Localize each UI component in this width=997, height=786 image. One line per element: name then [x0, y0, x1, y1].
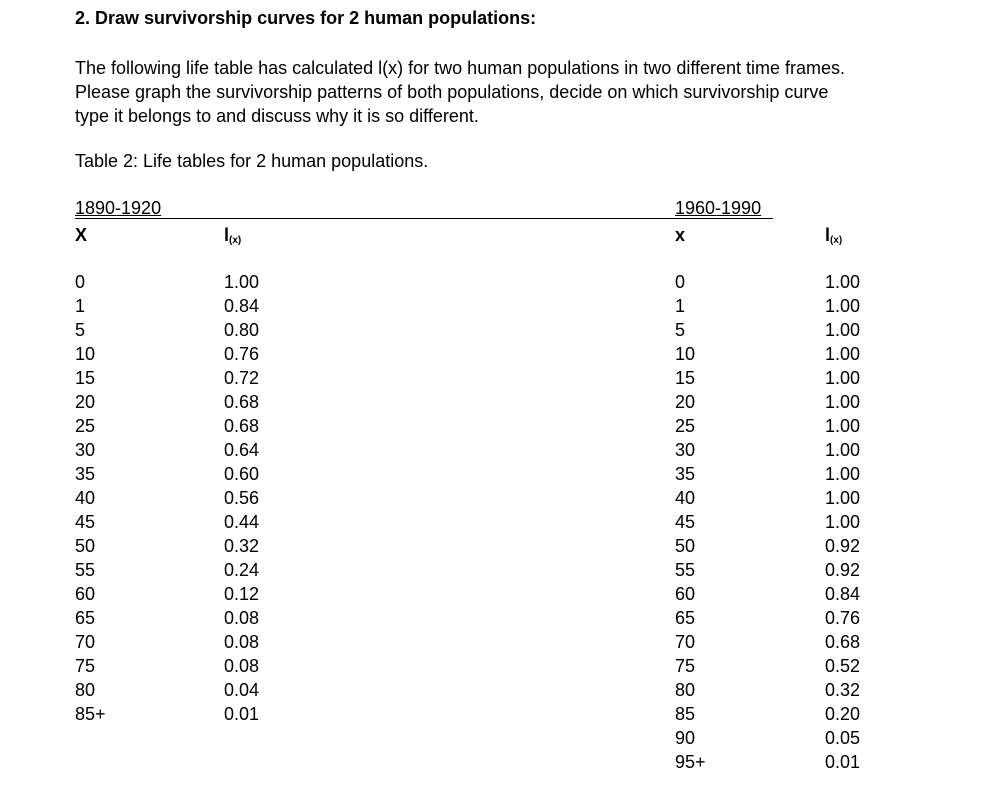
survivorship-cell: 0.08 — [224, 608, 260, 628]
survivorship-cell: 0.32 — [825, 680, 861, 700]
age-cell: 0 — [75, 272, 86, 292]
age-cell: 55 — [675, 560, 696, 580]
survivorship-cell: 1.00 — [825, 272, 861, 292]
table-caption: Table 2: Life tables for 2 human populations. — [75, 151, 429, 171]
survivorship-cell: 0.05 — [825, 728, 861, 748]
survivorship-cell: 1.00 — [825, 512, 861, 532]
survivorship-cell: 0.68 — [224, 416, 260, 436]
survivorship-cell: 1.00 — [825, 320, 861, 340]
survivorship-cell: 0.84 — [224, 296, 260, 316]
age-cell: 80 — [75, 680, 96, 700]
survivorship-cell: 0.32 — [224, 536, 260, 556]
age-cell: 1 — [75, 296, 86, 316]
period-label-1890-1920: 1890-1920 — [75, 198, 162, 218]
age-cell: 35 — [675, 464, 696, 484]
survivorship-cell: 0.84 — [825, 584, 861, 604]
survivorship-cell: 0.04 — [224, 680, 260, 700]
age-cell: 70 — [675, 632, 696, 652]
age-cell: 70 — [75, 632, 96, 652]
age-cell: 65 — [75, 608, 96, 628]
table2-col-lx-header — [825, 225, 842, 246]
age-cell: 30 — [675, 440, 696, 460]
survivorship-cell: 0.24 — [224, 560, 260, 580]
age-cell: 1 — [675, 296, 686, 316]
survivorship-cell: 0.08 — [224, 632, 260, 652]
survivorship-cell: 1.00 — [825, 416, 861, 436]
age-cell: 30 — [75, 440, 96, 460]
survivorship-cell: 1.00 — [825, 344, 861, 364]
table2-col-l-label: l — [825, 225, 831, 245]
survivorship-cell: 0.80 — [224, 320, 260, 340]
survivorship-cell: 0.92 — [825, 536, 861, 556]
survivorship-cell: 1.00 — [825, 440, 861, 460]
age-cell: 95+ — [675, 752, 706, 772]
header-rule — [75, 218, 773, 219]
survivorship-cell: 0.20 — [825, 704, 861, 724]
survivorship-cell: 0.76 — [224, 344, 260, 364]
age-cell: 50 — [675, 536, 696, 556]
age-cell: 85+ — [75, 704, 106, 724]
question-heading: 2. Draw survivorship curves for 2 human populations: — [75, 8, 537, 28]
age-cell: 55 — [75, 560, 96, 580]
intro-line: Please graph the survivorship patterns of both populations, decide on which survivorship curve — [75, 82, 829, 102]
table1-col-lx-header — [224, 225, 241, 246]
age-cell: 75 — [75, 656, 96, 676]
table2-col-l-subscript: (x) — [830, 235, 843, 246]
survivorship-cell: 0.01 — [224, 704, 260, 724]
survivorship-cell: 0.12 — [224, 584, 260, 604]
survivorship-cell: 0.52 — [825, 656, 861, 676]
age-cell: 40 — [675, 488, 696, 508]
intro-paragraph — [75, 56, 975, 128]
age-cell: 75 — [675, 656, 696, 676]
age-cell: 50 — [75, 536, 96, 556]
table2-col-x-label: x — [675, 225, 686, 245]
age-cell: 5 — [675, 320, 686, 340]
survivorship-cell: 1.00 — [825, 368, 861, 388]
age-cell: 5 — [75, 320, 86, 340]
period-label-1960-1990: 1960-1990 — [675, 198, 762, 218]
survivorship-cell: 0.68 — [825, 632, 861, 652]
survivorship-cell: 0.60 — [224, 464, 260, 484]
survivorship-cell: 0.08 — [224, 656, 260, 676]
table2-col-x-header — [675, 225, 685, 246]
table1-col-x-label: X — [75, 225, 88, 245]
age-cell: 60 — [75, 584, 96, 604]
age-cell: 80 — [675, 680, 696, 700]
table1-col-x-header — [75, 225, 87, 246]
survivorship-cell: 0.68 — [224, 392, 260, 412]
intro-line: The following life table has calculated l(x) for two human populations in two different time frames. — [75, 58, 846, 78]
survivorship-cell: 1.00 — [825, 464, 861, 484]
table1-col-l-subscript: (x) — [229, 235, 242, 246]
age-cell: 10 — [75, 344, 96, 364]
age-cell: 25 — [675, 416, 696, 436]
survivorship-cell: 1.00 — [825, 392, 861, 412]
age-cell: 35 — [75, 464, 96, 484]
survivorship-cell: 0.72 — [224, 368, 260, 388]
age-cell: 85 — [675, 704, 696, 724]
survivorship-cell: 0.44 — [224, 512, 260, 532]
survivorship-cell: 0.56 — [224, 488, 260, 508]
survivorship-cell: 0.01 — [825, 752, 861, 772]
age-cell: 45 — [75, 512, 96, 532]
survivorship-cell: 0.64 — [224, 440, 260, 460]
age-cell: 20 — [675, 392, 696, 412]
survivorship-cell: 1.00 — [224, 272, 260, 292]
survivorship-cell: 1.00 — [825, 296, 861, 316]
survivorship-cell: 0.92 — [825, 560, 861, 580]
age-cell: 0 — [675, 272, 686, 292]
intro-line: type it belongs to and discuss why it is so different. — [75, 106, 479, 126]
age-cell: 65 — [675, 608, 696, 628]
age-cell: 60 — [675, 584, 696, 604]
age-cell: 45 — [675, 512, 696, 532]
table1-col-l-label: l — [224, 225, 230, 245]
age-cell: 20 — [75, 392, 96, 412]
age-cell: 90 — [675, 728, 696, 748]
survivorship-cell: 1.00 — [825, 488, 861, 508]
age-cell: 15 — [675, 368, 696, 388]
age-cell: 25 — [75, 416, 96, 436]
age-cell: 40 — [75, 488, 96, 508]
age-cell: 10 — [675, 344, 696, 364]
survivorship-cell: 0.76 — [825, 608, 861, 628]
age-cell: 15 — [75, 368, 96, 388]
